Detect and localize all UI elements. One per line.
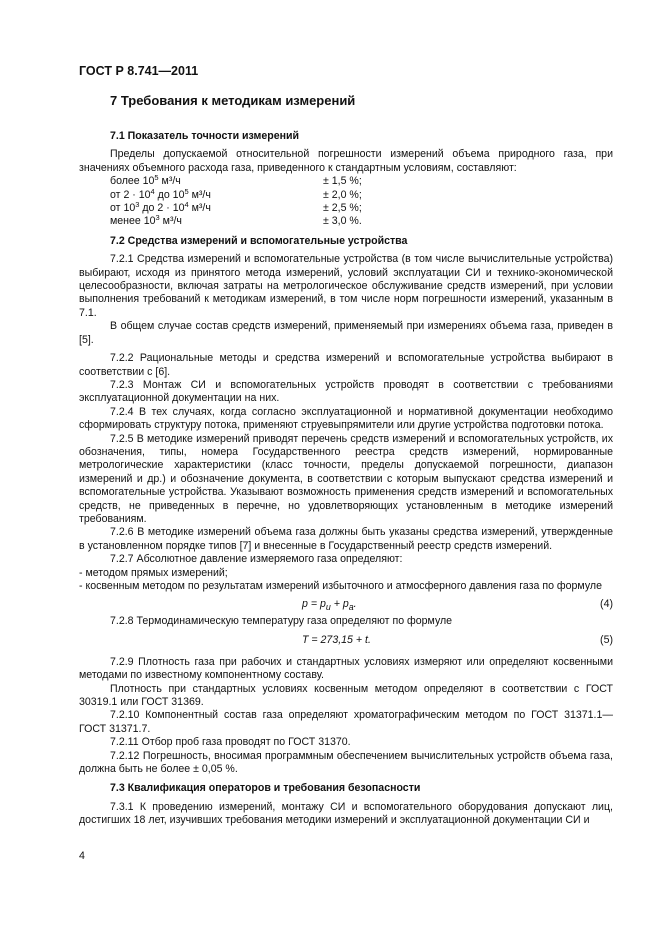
document-body bbox=[79, 86, 613, 828]
formula-5 bbox=[79, 631, 613, 649]
page-number: 4 bbox=[79, 850, 85, 862]
paragraph-7-2-2: 7.2.2 Рациональные методы и средства измерений и вспомогательные устройства выбирают в соответствии с [6]. bbox=[79, 352, 613, 378]
paragraph-composition: В общем случае состав средств измерений, применяемый при измерениях объема газа, приведен в [5]. bbox=[79, 320, 613, 346]
flow-range: от $2 \cdot 10^4$ до $10^5$ м³/ч bbox=[110, 186, 211, 201]
list-item-direct-method: - методом прямых измерений; bbox=[79, 566, 228, 579]
paragraph-7-2-7: 7.2.7 Абсолютное давление измеряемого газа определяют: bbox=[110, 553, 403, 566]
error-limit: ± 2,0 %; bbox=[323, 188, 362, 201]
section-7-title: 7 Требования к методикам измерений bbox=[110, 93, 356, 108]
accuracy-limit-row bbox=[79, 175, 613, 188]
paragraph-7-2-1: 7.2.1 Средства измерений и вспомогательные устройства (в том числе вычислительные устройства) выбирают, исходя из принятого метода измерений, условий эксплуатации СИ и технико-экономической целесообразности, включая затраты на метрологическое обслуживание средств измерений, при условии выполнения требований к методикам измерений, в том числе норм погрешности измерений, указанным в 7.1. bbox=[79, 253, 613, 319]
error-limit: ± 2,5 %; bbox=[323, 202, 362, 215]
accuracy-intro: Пределы допускаемой относительной погрешности измерений объема природного газа, при значениях объемного расхода газа, приведенного к стандартным условиям, составляют: bbox=[79, 148, 613, 174]
paragraph-7-2-5: 7.2.5 В методике измерений приводят перечень средств измерений и вспомогательных устройств, их обозначения, типы, номера Государственного реестра средств измерений, нормированные метрологические характеристики (класс точности, пределы допускаемой погрешности, диапазон измерений и др.) и обозначение документа, в соответствии с которым выпускают средства измерений и вспомогательные устройства. Указывают возможность применения средств измерений и вспомогательных средств, не приведенных в перечне, но удовлетворяющих установленным в методике измерений требованиям. bbox=[79, 432, 613, 525]
paragraph-standard-density: Плотность при стандартных условиях косвенным методом определяют в соответствии с ГОСТ 30319.1 или ГОСТ 31369. bbox=[79, 682, 613, 709]
accuracy-limits-list bbox=[79, 175, 613, 229]
error-limit: ± 3,0 %. bbox=[323, 215, 362, 228]
paragraph-7-2-10: 7.2.10 Компонентный состав газа определяют хроматографическим методом по ГОСТ 31371.1—ГОСТ 31371.7. bbox=[79, 709, 613, 735]
section-7-3-title: 7.3 Квалификация операторов и требования безопасности bbox=[110, 782, 421, 795]
error-limit: ± 1,5 %; bbox=[323, 175, 362, 188]
paragraph-7-3-1: 7.3.1 К проведению измерений, монтажу СИ и вспомогательного оборудования допускают лиц, достигших 18 лет, изучивших требования методики измерений и эксплуатационной документации СИ и bbox=[79, 800, 613, 827]
formula-4 bbox=[79, 595, 613, 613]
paragraph-7-2-4: 7.2.4 В тех случаях, когда согласно эксплуатационной и нормативной документации необходимо сформировать структуру потока, применяют струевыпрямители или другие устройства подготовки потока. bbox=[79, 405, 613, 432]
section-7-2-title: 7.2 Средства измерений и вспомогательные устройства bbox=[110, 234, 408, 247]
paragraph-7-2-6: 7.2.6 В методике измерений объема газа должны быть указаны средства измерений, утвержденные в установленном порядке типов [7] и внесенные в Государственный реестр средств измерений. bbox=[79, 526, 613, 552]
list-item-indirect-method: - косвенным методом по результатам измерений избыточного и атмосферного давления газа по формуле bbox=[79, 580, 602, 592]
flow-range: от $10^3$ до $2 \cdot 10^4$ м³/ч bbox=[110, 200, 211, 215]
paragraph-7-2-8: 7.2.8 Термодинамическую температуру газа определяют по формуле bbox=[110, 615, 453, 628]
document-header: ГОСТ Р 8.741—2011 bbox=[79, 64, 199, 78]
formula-4-number: (4) bbox=[600, 598, 613, 611]
formula-4-expression: $p = p_и + p_а$. bbox=[302, 598, 357, 613]
paragraph-7-2-3: 7.2.3 Монтаж СИ и вспомогательных устройств проводят в соответствии с требованиями эксплуатационной документации на них. bbox=[79, 378, 613, 405]
formula-5-expression: T = 273,15 + t. bbox=[302, 633, 371, 646]
flow-range: менее $10^3$ м³/ч bbox=[110, 213, 182, 228]
accuracy-limit-row bbox=[79, 215, 613, 228]
paragraph-7-2-9: 7.2.9 Плотность газа при рабочих и стандартных условиях измеряют или определяют косвенными методами по известному компонентному составу. bbox=[79, 655, 613, 682]
formula-5-number: (5) bbox=[600, 633, 613, 646]
flow-range: более $10^5$ м³/ч bbox=[110, 173, 181, 188]
section-7-1-title: 7.1 Показатель точности измерений bbox=[110, 130, 300, 142]
paragraph-7-2-12: 7.2.12 Погрешность, вносимая программным обеспечением вычислительных устройств объема газа, должна быть не более ± 0,05 %. bbox=[79, 749, 613, 776]
accuracy-limit-row bbox=[79, 186, 613, 202]
paragraph-7-2-11: 7.2.11 Отбор проб газа проводят по ГОСТ 31370. bbox=[110, 736, 351, 749]
